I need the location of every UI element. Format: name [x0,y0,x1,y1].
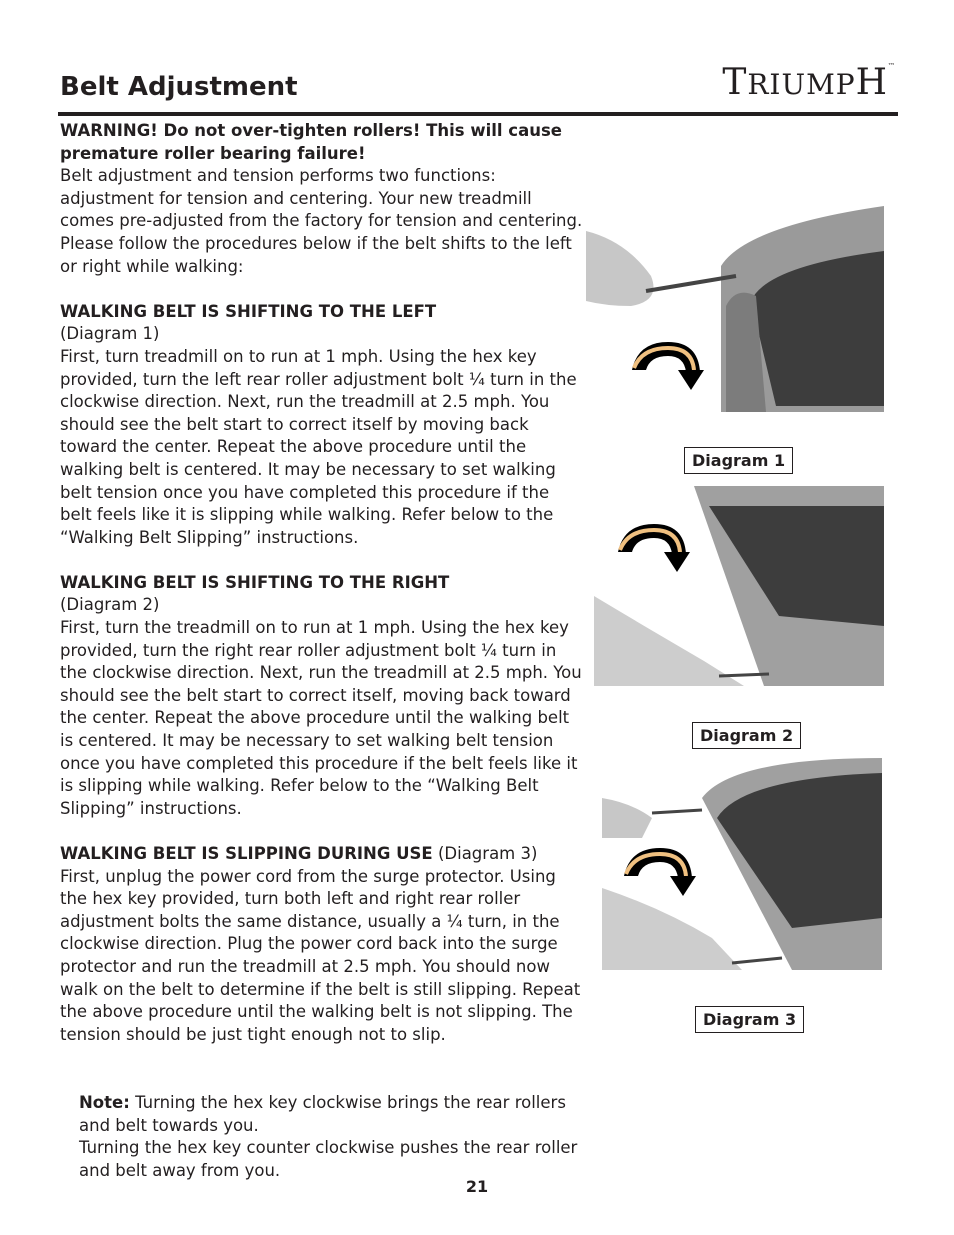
section-2-heading: WALKING BELT IS SHIFTING TO THE RIGHT [60,572,450,592]
section-2-body: First, turn the treadmill on to run at 1 mph. Using the hex key provided, turn the right rear roller adjustment bolt ¼ turn in the clockwise direction. Next, run the treadmill at 2.5 mph. You should see the belt start to correct itself, moving back toward the center. Repeat the above procedure until the walking belt is centered. It may be necessary to set walking belt tension once you have completed this procedure if the belt feels like it is slipping while walking. Refer below to the “Walking Belt Slipping” instructions. [60,618,582,818]
warning-text: WARNING! Do not over-tighten rollers! This will cause premature roller bearing failure! [60,121,562,163]
note-block [79,1092,589,1182]
note-label: Note: [79,1093,130,1112]
diagram-1-label: Diagram 1 [684,447,793,474]
note-line-1: Turning the hex key clockwise brings the rear rollers and belt towards you. [79,1093,566,1135]
page-number: 21 [465,1177,489,1196]
header-rule [58,112,898,116]
intro-text: Belt adjustment and tension performs two functions: adjustment for tension and centering. Your new treadmill comes pre-adjusted from the factory for tension and centering. Please follow the procedures below if the belt shifts to the left or right while walking: [60,166,583,276]
section-1-heading: WALKING BELT IS SHIFTING TO THE LEFT [60,301,437,321]
note-line-2: Turning the hex key counter clockwise pushes the rear roller and belt away from you. [79,1138,578,1180]
diagram-1-arrow-icon [628,340,704,398]
diagram-3-label: Diagram 3 [695,1006,804,1033]
section-3-body: First, unplug the power cord from the surge protector. Using the hex key provided, turn both left and right rear roller adjustment bolts the same distance, usually a ¼ turn, in the clockwise direction. Plug the power cord back into the surge protector and run the treadmill at 2.5 mph. You should now walk on the belt to determine if the belt is still slipping. Repeat the above procedure until the walking belt is not slipping. The tension should be just tight enough not to slip. [60,866,581,1044]
section-1-body: First, turn treadmill on to run at 1 mph. Using the hex key provided, turn the left rear roller adjustment bolt ¼ turn in the clockwise direction. Next, run the treadmill at 2.5 mph. You should see the belt start to correct itself by moving back toward the center. Repeat the above procedure until the walking belt is centered. It may be necessary to set walking belt tension once you have completed this procedure if the belt feels like it is slipping while walking. Refer below to the “Walking Belt Slipping” instructions. [60,346,577,547]
triumph-logo: TRIUMPH™ [722,62,896,103]
diagram-2-label: Diagram 2 [692,722,801,749]
section-3-ref: (Diagram 3) [437,844,538,863]
section-3-heading: WALKING BELT IS SLIPPING DURING USE [60,844,433,863]
diagram-2-image [594,486,884,686]
section-1-ref: (Diagram 1) [60,324,160,344]
diagram-3-arrow-icon [620,846,696,904]
page-title: Belt Adjustment [60,72,298,102]
body-text [60,120,585,1046]
diagram-2-arrow-icon [614,522,690,580]
section-2-ref: (Diagram 2) [60,595,160,615]
